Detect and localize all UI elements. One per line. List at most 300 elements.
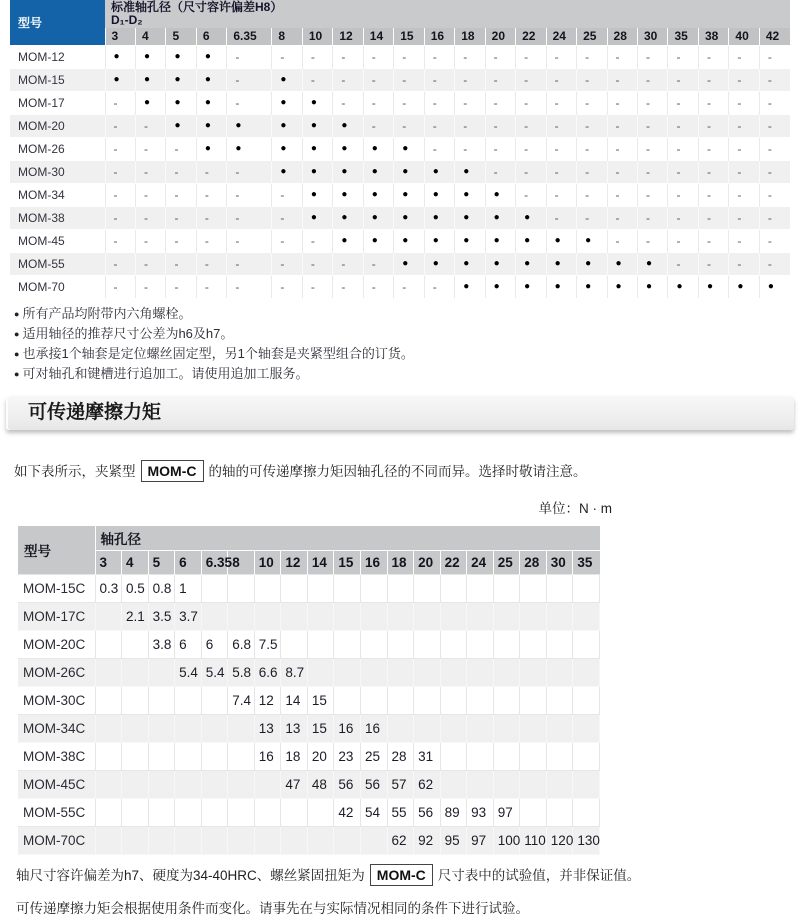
bore-size-column-header: 40 (729, 28, 759, 45)
torque-note-2: 可传递摩擦力矩会根据使用条件而变化。请事先在与实际情况相同的条件下进行试验。 (16, 901, 529, 916)
available-dot-marker: ● (166, 114, 196, 137)
bore-size-column-header: 38 (698, 28, 728, 45)
torque-value: 97 (467, 827, 494, 855)
note-item (14, 344, 800, 364)
bullet-icon: ● (14, 369, 20, 379)
not-available-marker: - (455, 114, 485, 137)
available-dot-marker: ● (302, 160, 332, 183)
empty-cell (201, 771, 228, 799)
not-available-marker: - (668, 183, 698, 206)
empty-cell (254, 771, 281, 799)
available-dot-marker: ● (516, 275, 546, 298)
table-row (18, 827, 600, 855)
available-dot-marker: ● (333, 160, 363, 183)
model-label: MOM-38 (10, 206, 105, 229)
empty-cell (281, 827, 308, 855)
not-available-marker: - (577, 68, 607, 91)
not-available-marker: - (668, 114, 698, 137)
torque-value: 3.7 (175, 603, 202, 631)
note-item (14, 364, 800, 384)
available-dot-marker: ● (363, 160, 393, 183)
bore-size-column-header: 18 (455, 28, 485, 45)
empty-cell (281, 631, 308, 659)
model-label: MOM-12 (10, 45, 105, 68)
not-available-marker: - (394, 45, 424, 68)
not-available-marker: - (607, 183, 637, 206)
available-dot-marker: ● (455, 183, 485, 206)
not-available-marker: - (638, 137, 668, 160)
available-dot-marker: ● (546, 275, 576, 298)
not-available-marker: - (698, 160, 728, 183)
not-available-marker: - (607, 137, 637, 160)
available-dot-marker: ● (272, 160, 302, 183)
empty-cell (467, 575, 494, 603)
table-row (18, 799, 600, 827)
empty-cell (440, 743, 467, 771)
not-available-marker: - (485, 45, 515, 68)
not-available-marker: - (333, 275, 363, 298)
table-row (18, 631, 600, 659)
not-available-marker: - (424, 137, 454, 160)
torque-value: 62 (387, 827, 414, 855)
torque-value: 5.4 (175, 659, 202, 687)
available-dot-marker: ● (577, 252, 607, 275)
bore-size-column-header: 18 (387, 551, 414, 575)
empty-cell (175, 743, 202, 771)
empty-cell (414, 575, 441, 603)
empty-cell (148, 771, 175, 799)
bore-size-column-header: 5 (148, 551, 175, 575)
empty-cell (95, 659, 122, 687)
available-dot-marker: ● (302, 206, 332, 229)
model-series-badge: MOM-C (141, 460, 204, 482)
empty-cell (546, 799, 573, 827)
empty-cell (546, 575, 573, 603)
empty-cell (573, 631, 600, 659)
available-dot-marker: ● (333, 183, 363, 206)
note-text: 所有产品均附带内六角螺栓。 (22, 306, 192, 321)
unit-label: 单位：N · m (538, 501, 612, 516)
not-available-marker: - (577, 160, 607, 183)
not-available-marker: - (698, 68, 728, 91)
empty-cell (95, 743, 122, 771)
empty-cell (307, 799, 334, 827)
model-label: MOM-34 (10, 183, 105, 206)
torque-value: 57 (387, 771, 414, 799)
empty-cell (360, 603, 387, 631)
available-dot-marker: ● (196, 137, 226, 160)
not-available-marker: - (135, 114, 165, 137)
not-available-marker: - (698, 229, 728, 252)
torque-value: 92 (414, 827, 441, 855)
not-available-marker: - (546, 137, 576, 160)
table-row (10, 137, 790, 160)
not-available-marker: - (546, 45, 576, 68)
bore-size-column-header: 10 (302, 28, 332, 45)
torque-value: 16 (254, 743, 281, 771)
empty-cell (520, 715, 547, 743)
not-available-marker: - (166, 160, 196, 183)
not-available-marker: - (272, 252, 302, 275)
torque-value: 14 (281, 687, 308, 715)
bore-diameter-header: 轴孔径 (95, 526, 600, 551)
available-dot-marker: ● (455, 252, 485, 275)
empty-cell (573, 799, 600, 827)
torque-value: 31 (414, 743, 441, 771)
empty-cell (467, 687, 494, 715)
empty-cell (175, 715, 202, 743)
model-label: MOM-17 (10, 91, 105, 114)
torque-value: 56 (360, 771, 387, 799)
empty-cell (254, 603, 281, 631)
empty-cell (546, 715, 573, 743)
not-available-marker: - (607, 45, 637, 68)
empty-cell (573, 687, 600, 715)
table-row (10, 206, 790, 229)
available-dot-marker: ● (105, 68, 135, 91)
empty-cell (148, 743, 175, 771)
available-dot-marker: ● (485, 275, 515, 298)
not-available-marker: - (105, 160, 135, 183)
bore-size-column-header: 14 (363, 28, 393, 45)
not-available-marker: - (272, 45, 302, 68)
not-available-marker: - (485, 114, 515, 137)
not-available-marker: - (516, 68, 546, 91)
empty-cell (467, 631, 494, 659)
torque-value: 18 (281, 743, 308, 771)
not-available-marker: - (363, 68, 393, 91)
torque-value: 16 (360, 715, 387, 743)
not-available-marker: - (135, 275, 165, 298)
model-label: MOM-15C (18, 575, 95, 603)
empty-cell (122, 659, 149, 687)
torque-value: 1 (175, 575, 202, 603)
not-available-marker: - (135, 183, 165, 206)
available-dot-marker: ● (196, 68, 226, 91)
bore-size-column-header: 12 (333, 28, 363, 45)
available-dot-marker: ● (424, 206, 454, 229)
bore-size-column-header: 6 (196, 28, 226, 45)
empty-cell (95, 687, 122, 715)
not-available-marker: - (729, 45, 759, 68)
torque-value: 5.8 (228, 659, 255, 687)
not-available-marker: - (729, 68, 759, 91)
model-label: MOM-34C (18, 715, 95, 743)
not-available-marker: - (455, 45, 485, 68)
empty-cell (520, 687, 547, 715)
available-dot-marker: ● (424, 252, 454, 275)
empty-cell (228, 743, 255, 771)
not-available-marker: - (485, 137, 515, 160)
available-dot-marker: ● (394, 160, 424, 183)
empty-cell (493, 631, 520, 659)
note-text: 也承接1个轴套是定位螺丝固定型，另1个轴套是夹紧型组合的订货。 (22, 346, 414, 361)
not-available-marker: - (135, 229, 165, 252)
available-dot-marker: ● (455, 275, 485, 298)
empty-cell (228, 799, 255, 827)
not-available-marker: - (196, 229, 226, 252)
torque-value: 25 (360, 743, 387, 771)
model-label: MOM-17C (18, 603, 95, 631)
not-available-marker: - (227, 229, 272, 252)
empty-cell (148, 827, 175, 855)
available-dot-marker: ● (455, 160, 485, 183)
empty-cell (440, 603, 467, 631)
bore-size-column-header: 3 (95, 551, 122, 575)
not-available-marker: - (227, 45, 272, 68)
torque-value: 13 (254, 715, 281, 743)
not-available-marker: - (105, 252, 135, 275)
available-dot-marker: ● (363, 206, 393, 229)
available-dot-marker: ● (546, 229, 576, 252)
available-dot-marker: ● (196, 45, 226, 68)
not-available-marker: - (272, 183, 302, 206)
not-available-marker: - (394, 114, 424, 137)
not-available-marker: - (668, 206, 698, 229)
empty-cell (281, 575, 308, 603)
not-available-marker: - (759, 183, 790, 206)
empty-cell (387, 603, 414, 631)
bore-size-column-header: 22 (516, 28, 546, 45)
not-available-marker: - (394, 68, 424, 91)
empty-cell (122, 715, 149, 743)
bore-size-column-header: 4 (135, 28, 165, 45)
table-row (10, 68, 790, 91)
empty-cell (360, 575, 387, 603)
torque-value: 120 (546, 827, 573, 855)
bore-size-column-header: 6 (175, 551, 202, 575)
torque-value: 28 (387, 743, 414, 771)
not-available-marker: - (196, 183, 226, 206)
intro-paragraph (14, 460, 800, 484)
not-available-marker: - (729, 229, 759, 252)
empty-cell (573, 659, 600, 687)
available-dot-marker: ● (363, 183, 393, 206)
model-label: MOM-70C (18, 827, 95, 855)
table-row (10, 183, 790, 206)
not-available-marker: - (729, 114, 759, 137)
bullet-icon: ● (14, 349, 20, 359)
not-available-marker: - (302, 45, 332, 68)
empty-cell (201, 715, 228, 743)
intro-text-after: 的轴的可传递摩擦力矩因轴孔径的不同而异。选择时敬请注意。 (208, 464, 587, 479)
not-available-marker: - (394, 275, 424, 298)
bore-size-column-header: 10 (254, 551, 281, 575)
empty-cell (520, 659, 547, 687)
empty-cell (520, 603, 547, 631)
empty-cell (360, 687, 387, 715)
not-available-marker: - (759, 137, 790, 160)
torque-value: 47 (281, 771, 308, 799)
not-available-marker: - (196, 252, 226, 275)
empty-cell (175, 771, 202, 799)
intro-text-before: 如下表所示，夹紧型 (14, 464, 136, 479)
not-available-marker: - (577, 45, 607, 68)
not-available-marker: - (729, 206, 759, 229)
table-row (18, 743, 600, 771)
torque-value: 130 (573, 827, 600, 855)
empty-cell (467, 771, 494, 799)
not-available-marker: - (135, 206, 165, 229)
empty-cell (148, 687, 175, 715)
empty-cell (546, 603, 573, 631)
not-available-marker: - (363, 91, 393, 114)
not-available-marker: - (272, 229, 302, 252)
empty-cell (467, 603, 494, 631)
empty-cell (307, 575, 334, 603)
available-dot-marker: ● (394, 229, 424, 252)
not-available-marker: - (698, 252, 728, 275)
torque-value: 42 (334, 799, 361, 827)
empty-cell (122, 827, 149, 855)
available-dot-marker: ● (638, 275, 668, 298)
empty-cell (175, 687, 202, 715)
empty-cell (148, 799, 175, 827)
available-dot-marker: ● (668, 275, 698, 298)
not-available-marker: - (333, 45, 363, 68)
empty-cell (573, 603, 600, 631)
bore-size-column-header: 5 (166, 28, 196, 45)
not-available-marker: - (759, 252, 790, 275)
not-available-marker: - (363, 252, 393, 275)
available-dot-marker: ● (272, 91, 302, 114)
empty-cell (201, 827, 228, 855)
not-available-marker: - (166, 183, 196, 206)
empty-cell (281, 799, 308, 827)
not-available-marker: - (166, 252, 196, 275)
not-available-marker: - (166, 206, 196, 229)
torque-value: 7.4 (228, 687, 255, 715)
not-available-marker: - (333, 91, 363, 114)
table-row (10, 160, 790, 183)
torque-value: 23 (334, 743, 361, 771)
not-available-marker: - (227, 206, 272, 229)
not-available-marker: - (516, 183, 546, 206)
torque-value: 2.1 (122, 603, 149, 631)
not-available-marker: - (105, 229, 135, 252)
not-available-marker: - (759, 114, 790, 137)
empty-cell (307, 631, 334, 659)
available-dot-marker: ● (302, 114, 332, 137)
torque-value: 6 (175, 631, 202, 659)
not-available-marker: - (302, 229, 332, 252)
note-text: 适用轴径的推荐尺寸公差为h6及h7。 (22, 326, 234, 341)
empty-cell (148, 659, 175, 687)
table-row (18, 603, 600, 631)
bore-size-column-header: 4 (122, 551, 149, 575)
empty-cell (467, 715, 494, 743)
not-available-marker: - (638, 183, 668, 206)
available-dot-marker: ● (577, 275, 607, 298)
table-row (18, 575, 600, 603)
not-available-marker: - (546, 91, 576, 114)
torque-value: 0.5 (122, 575, 149, 603)
empty-cell (440, 715, 467, 743)
bore-size-column-header: 6.35 (201, 551, 228, 575)
bore-size-column-header: 8 (272, 28, 302, 45)
not-available-marker: - (668, 45, 698, 68)
not-available-marker: - (455, 68, 485, 91)
not-available-marker: - (759, 68, 790, 91)
table-row (10, 229, 790, 252)
available-dot-marker: ● (333, 229, 363, 252)
empty-cell (334, 575, 361, 603)
not-available-marker: - (196, 206, 226, 229)
not-available-marker: - (729, 137, 759, 160)
torque-value: 56 (334, 771, 361, 799)
bore-size-column-header: 16 (424, 28, 454, 45)
empty-cell (201, 575, 228, 603)
empty-cell (228, 771, 255, 799)
empty-cell (307, 603, 334, 631)
empty-cell (546, 743, 573, 771)
not-available-marker: - (302, 275, 332, 298)
empty-cell (520, 743, 547, 771)
not-available-marker: - (607, 68, 637, 91)
not-available-marker: - (668, 252, 698, 275)
not-available-marker: - (227, 91, 272, 114)
available-dot-marker: ● (135, 91, 165, 114)
not-available-marker: - (759, 45, 790, 68)
table-row (10, 252, 790, 275)
bore-size-column-header: 14 (307, 551, 334, 575)
not-available-marker: - (577, 114, 607, 137)
table-row (10, 91, 790, 114)
available-dot-marker: ● (333, 137, 363, 160)
available-dot-marker: ● (485, 252, 515, 275)
not-available-marker: - (135, 160, 165, 183)
not-available-marker: - (638, 68, 668, 91)
not-available-marker: - (302, 68, 332, 91)
not-available-marker: - (698, 137, 728, 160)
not-available-marker: - (668, 91, 698, 114)
note1-after: 尺寸表中的试验值，并非保证值。 (437, 868, 641, 883)
torque-value: 15 (307, 687, 334, 715)
empty-cell (467, 743, 494, 771)
model-label: MOM-26C (18, 659, 95, 687)
model-column-header: 型号 (10, 0, 105, 45)
available-dot-marker: ● (455, 229, 485, 252)
bore-size-column-header: 30 (638, 28, 668, 45)
not-available-marker: - (729, 160, 759, 183)
not-available-marker: - (668, 229, 698, 252)
empty-cell (493, 715, 520, 743)
model-label: MOM-30C (18, 687, 95, 715)
not-available-marker: - (333, 252, 363, 275)
torque-value: 56 (414, 799, 441, 827)
not-available-marker: - (668, 68, 698, 91)
empty-cell (122, 631, 149, 659)
not-available-marker: - (638, 45, 668, 68)
section-title: 可传递摩擦力矩 (6, 396, 794, 430)
available-dot-marker: ● (227, 114, 272, 137)
bore-size-column-header: 42 (759, 28, 790, 45)
not-available-marker: - (516, 91, 546, 114)
model-column-header: 型号 (18, 526, 95, 575)
table-row (10, 45, 790, 68)
not-available-marker: - (227, 183, 272, 206)
not-available-marker: - (135, 137, 165, 160)
empty-cell (360, 659, 387, 687)
not-available-marker: - (424, 275, 454, 298)
empty-cell (307, 827, 334, 855)
not-available-marker: - (227, 160, 272, 183)
table-row (18, 715, 600, 743)
not-available-marker: - (638, 206, 668, 229)
empty-cell (493, 687, 520, 715)
torque-value: 97 (493, 799, 520, 827)
empty-cell (546, 687, 573, 715)
